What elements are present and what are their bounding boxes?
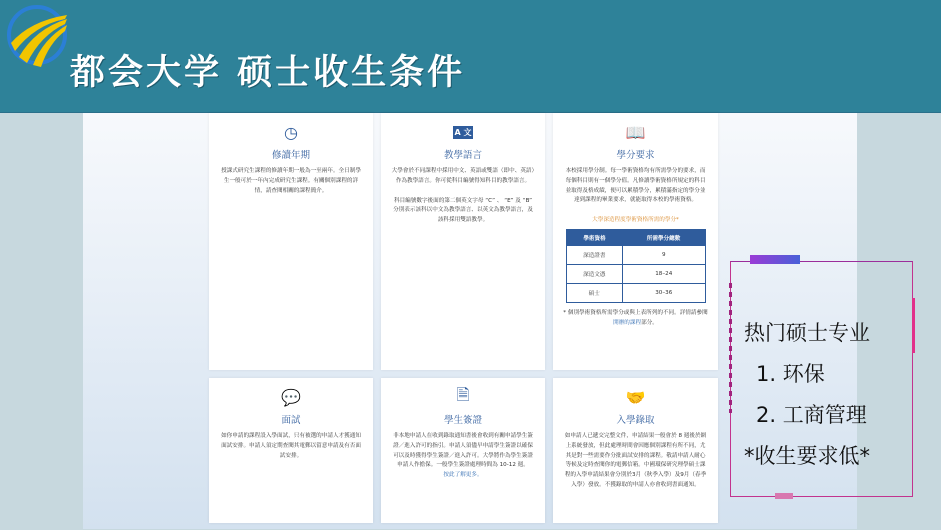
- chat-icon: 💬: [281, 387, 301, 407]
- card-title: 學生簽證: [443, 415, 482, 426]
- learn-more-link[interactable]: 按此了解更多。: [443, 472, 483, 479]
- decorative-bar-right: [912, 298, 915, 353]
- cell: 碩士: [566, 284, 623, 303]
- card-body: 如申請人已遞交完整文件，申請結果一般會於 8 週後於網上系統發放，但此處理時間會因應個別課程有所不同，尤其是對一些需要作分批面試安排的課程。敬請申請人耐心等候及定時查閱你的電郵信箱。中國環保研究理學碩士課程的入學申請結果會分別於3月（秋季入學）及9月（春季入學）發放。不獲錄取的申請人亦會收到書面通知。: [564, 433, 707, 488]
- credit-table: [566, 229, 706, 303]
- table-title: 大學深造程度學術資格所需的學分*: [592, 217, 679, 224]
- cell: 深造證書: [566, 246, 623, 265]
- card-body: 如你申請的課程設入學面試，只有被選的申請人才獲通知面試安排。申請人須定期查閱其電郵以留意申請及有否面試安排。: [221, 433, 361, 459]
- cell: 30–36: [623, 284, 705, 303]
- handshake-icon: 🤝: [625, 387, 646, 407]
- cell: 深造文憑: [566, 265, 623, 284]
- clock-icon: ◷: [284, 122, 298, 142]
- footnote-text: 部分。: [641, 319, 658, 326]
- table-row: [566, 284, 705, 303]
- side-text: [744, 313, 870, 477]
- translate-icon: A 文: [454, 127, 472, 137]
- card-body: 本校採用學分制。每一學術資格均有所需學分的要求，而每個科目則有一個學分值。凡修讀學術資格所規定的科目並取得及格成績，便可以累積學分，累積滿指定的學分並達到課程的畢業要求，就能取得本校的學術資格。: [565, 168, 706, 204]
- card-student-visa: [381, 378, 545, 523]
- decorative-bar: [750, 255, 800, 264]
- card-title: 教學語言: [443, 150, 482, 161]
- footnote: [563, 309, 708, 329]
- cell: 18–24: [623, 265, 705, 284]
- card-body: 大學會於不同課程中採用中文、英語或雙語（即中、英語）作為教學語言。你可從科目編號得知科目的教學語言。: [391, 168, 535, 184]
- book-icon: 📖: [625, 122, 646, 142]
- card-title: 修讀年期: [271, 150, 310, 161]
- header: [0, 0, 941, 113]
- programmes-link[interactable]: 開辦的課程: [613, 319, 642, 326]
- card-title: 面試: [281, 415, 301, 426]
- decorative-dash: [729, 283, 732, 413]
- side-tagline: *收生要求低*: [744, 444, 870, 468]
- card-study-period: [209, 113, 373, 370]
- popular-programmes-box: [730, 253, 915, 500]
- card-interview: [209, 378, 373, 523]
- table-header: 學術資格: [566, 230, 623, 246]
- table-row: [566, 265, 705, 284]
- card-teaching-language: [381, 113, 545, 370]
- card-body: 非本地申請人在收到錄取通知書後會收到有關申請學生簽證／進入許可的指引。申請人須儘早申請學生簽證以確保可以及時獲得學生簽證／進入許可。大學將作為學生簽證申請人作擔保。一般學生簽證處理時間為 10-12 週。: [393, 433, 533, 469]
- side-item: 2. 工商管理: [756, 403, 867, 427]
- cell: 9: [623, 246, 705, 265]
- card-title: 學分要求: [616, 150, 655, 161]
- table-header: 所需學分總數: [623, 230, 705, 246]
- side-item: 1. 环保: [756, 362, 825, 386]
- decorative-bar-bottom: [775, 493, 793, 499]
- card-body: 授課式研究生課程的修讀年期一般為一至兩年。全日制學生一般可於一年內完成研究生課程。有關個別課程的詳情，請查閱相關的課程簡介。: [221, 168, 361, 194]
- footnote-text: * 個別學術資格所需學分或與上表所列的不同。詳情請參閱: [563, 310, 708, 317]
- table-row: [566, 246, 705, 265]
- card-credit-requirements: [553, 113, 718, 370]
- side-heading: 热门硕士专业: [744, 321, 870, 345]
- document-icon: 🗎: [456, 384, 470, 404]
- card-admission: [553, 378, 718, 523]
- card-body-2: 科目編號數字後面的第二個英文字母 “C” 、 “E” 及 “B” 分別表示該科以中文為教學語言、以英文為教學語言，及該科採用雙語教學。: [393, 197, 533, 224]
- university-logo-icon: [5, 3, 69, 67]
- card-title: 入學錄取: [616, 415, 655, 426]
- page-title: 都会大学 硕士收生条件: [70, 52, 466, 93]
